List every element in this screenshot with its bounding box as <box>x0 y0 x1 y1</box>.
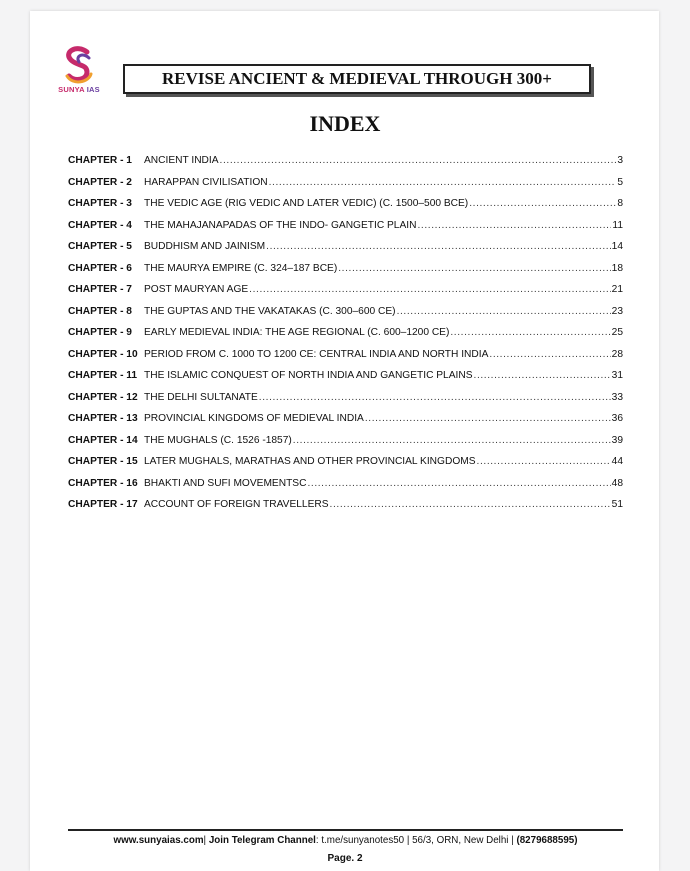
toc-leader-dots <box>330 499 611 510</box>
toc-chapter-title: THE MAHAJANAPADAS OF THE INDO- GANGETIC PLAIN <box>144 219 417 231</box>
logo-text <box>47 85 111 94</box>
footer-sep: | <box>203 835 209 846</box>
toc-entry[interactable] <box>68 392 623 414</box>
toc-chapter-title: THE MUGHALS (C. 1526 -1857) <box>144 434 292 446</box>
toc-chapter-title: ACCOUNT OF FOREIGN TRAVELLERS <box>144 499 329 510</box>
toc-leader-dots <box>417 220 611 231</box>
footer-telegram-value[interactable]: : t.me/sunyanotes50 | 56/3, ORN, New Delhi | <box>315 835 517 846</box>
toc-leader-dots <box>477 456 611 467</box>
toc-chapter-title: BHAKTI AND SUFI MOVEMENTSC <box>144 477 307 489</box>
toc-leader-dots <box>293 435 611 446</box>
toc-entry[interactable] <box>68 284 623 306</box>
toc-chapter-number: CHAPTER - 10 <box>68 348 138 360</box>
toc-chapter-number: CHAPTER - 7 <box>68 284 132 295</box>
toc-chapter-title: HARAPPAN CIVILISATION <box>144 176 268 188</box>
toc-leader-dots <box>469 198 616 209</box>
toc-page-number: 8 <box>617 198 623 209</box>
footer-contact <box>68 835 623 846</box>
toc-chapter-title: THE ISLAMIC CONQUEST OF NORTH INDIA AND GANGETIC PLAINS <box>144 370 473 381</box>
toc-leader-dots <box>249 284 610 295</box>
toc-chapter-title: BUDDHISM AND JAINISM <box>144 241 266 252</box>
toc-chapter-title: THE DELHI SULTANATE <box>144 391 258 403</box>
toc-chapter-number: CHAPTER - 13 <box>68 413 138 424</box>
toc-entry[interactable] <box>68 327 623 349</box>
toc-entry[interactable] <box>68 370 623 392</box>
index-heading: INDEX <box>309 111 381 136</box>
toc-chapter-number: CHAPTER - 12 <box>68 391 138 403</box>
toc-page-number: 14 <box>611 241 623 252</box>
toc-leader-dots <box>397 306 611 317</box>
toc-chapter-title: EARLY MEDIEVAL INDIA: THE AGE REGIONAL (C. 600–1200 CE) <box>144 327 450 338</box>
toc-leader-dots <box>365 413 611 424</box>
toc-page-number: 23 <box>611 305 623 317</box>
toc-page-number: 5 <box>617 176 623 188</box>
toc-leader-dots <box>338 263 610 274</box>
toc-leader-dots <box>307 478 610 489</box>
footer-divider <box>68 829 623 831</box>
toc-chapter-title: POST MAURYAN AGE <box>144 284 249 295</box>
toc-leader-dots <box>489 349 610 360</box>
toc-entry[interactable] <box>68 435 623 457</box>
toc-chapter-number: CHAPTER - 16 <box>68 477 138 489</box>
toc-page-number: 36 <box>611 413 623 424</box>
toc-page-number: 51 <box>611 499 623 510</box>
toc-entry[interactable] <box>68 349 623 371</box>
toc-chapter-title: THE GUPTAS AND THE VAKATAKAS (C. 300–600 CE) <box>144 305 396 317</box>
toc-page-number: 39 <box>611 434 623 446</box>
toc-chapter-number: CHAPTER - 5 <box>68 241 132 252</box>
toc-chapter-title: PROVINCIAL KINGDOMS OF MEDIEVAL INDIA <box>144 413 364 424</box>
toc-entry[interactable] <box>68 263 623 285</box>
toc-leader-dots <box>269 177 617 188</box>
sunya-logo-icon <box>47 46 111 86</box>
toc-page-number: 28 <box>611 348 623 360</box>
toc-entry[interactable] <box>68 456 623 478</box>
footer-phone: (8279688595) <box>516 835 578 846</box>
toc-entry[interactable] <box>68 241 623 263</box>
toc-entry[interactable] <box>68 413 623 435</box>
page-number: Page. 2 <box>327 853 363 864</box>
toc-chapter-title: LATER MUGHALS, MARATHAS AND OTHER PROVINCIAL KINGDOMS <box>144 456 476 467</box>
toc-entry[interactable] <box>68 198 623 220</box>
logo-suffix: IAS <box>86 85 100 94</box>
toc-chapter-number: CHAPTER - 3 <box>68 198 132 209</box>
toc-leader-dots <box>220 155 617 166</box>
toc-page-number: 21 <box>611 284 623 295</box>
toc-entry[interactable] <box>68 499 623 521</box>
toc-entry[interactable] <box>68 478 623 500</box>
toc-page-number: 33 <box>611 391 623 403</box>
toc-chapter-number: CHAPTER - 4 <box>68 219 132 231</box>
toc-chapter-title: ANCIENT INDIA <box>144 155 219 166</box>
toc-leader-dots <box>474 370 611 381</box>
toc-page-number: 48 <box>611 477 623 489</box>
toc-chapter-number: CHAPTER - 17 <box>68 499 138 510</box>
footer-site[interactable]: www.sunyaias.com <box>113 835 204 846</box>
document-title: REVISE ANCIENT & MEDIEVAL THROUGH 300+ <box>162 69 552 88</box>
footer-telegram-label: Join Telegram Channel <box>208 835 316 846</box>
toc-entry[interactable] <box>68 155 623 177</box>
toc-leader-dots <box>450 327 610 338</box>
sunya-ias-logo <box>47 46 111 102</box>
logo-brand: SUNYA <box>58 85 85 94</box>
toc-chapter-number: CHAPTER - 14 <box>68 434 138 446</box>
toc-chapter-number: CHAPTER - 9 <box>68 327 132 338</box>
toc-chapter-title: PERIOD FROM C. 1000 TO 1200 CE: CENTRAL INDIA AND NORTH INDIA <box>144 348 489 360</box>
toc-page-number: 11 <box>612 219 623 231</box>
toc-chapter-number: CHAPTER - 1 <box>68 155 132 166</box>
toc-entry[interactable] <box>68 306 623 328</box>
toc-chapter-number: CHAPTER - 6 <box>68 262 132 274</box>
toc-chapter-title: THE MAURYA EMPIRE (C. 324–187 BCE) <box>144 262 338 274</box>
toc-entry[interactable] <box>68 177 623 199</box>
toc-page-number: 3 <box>617 155 623 166</box>
toc-entry[interactable] <box>68 220 623 242</box>
toc-chapter-number: CHAPTER - 15 <box>68 456 138 467</box>
toc-page-number: 31 <box>611 370 623 381</box>
toc-leader-dots <box>266 241 611 252</box>
document-title-box <box>123 64 591 94</box>
toc-page-number: 44 <box>611 456 623 467</box>
toc-chapter-title: THE VEDIC AGE (RIG VEDIC AND LATER VEDIC) (C. 1500–500 BCE) <box>144 198 469 209</box>
toc-page-number: 25 <box>611 327 623 338</box>
toc-page-number: 18 <box>611 262 623 274</box>
toc-chapter-number: CHAPTER - 2 <box>68 176 132 188</box>
toc-chapter-number: CHAPTER - 11 <box>68 370 138 381</box>
toc-chapter-number: CHAPTER - 8 <box>68 305 132 317</box>
toc-leader-dots <box>259 392 611 403</box>
table-of-contents <box>68 155 623 521</box>
